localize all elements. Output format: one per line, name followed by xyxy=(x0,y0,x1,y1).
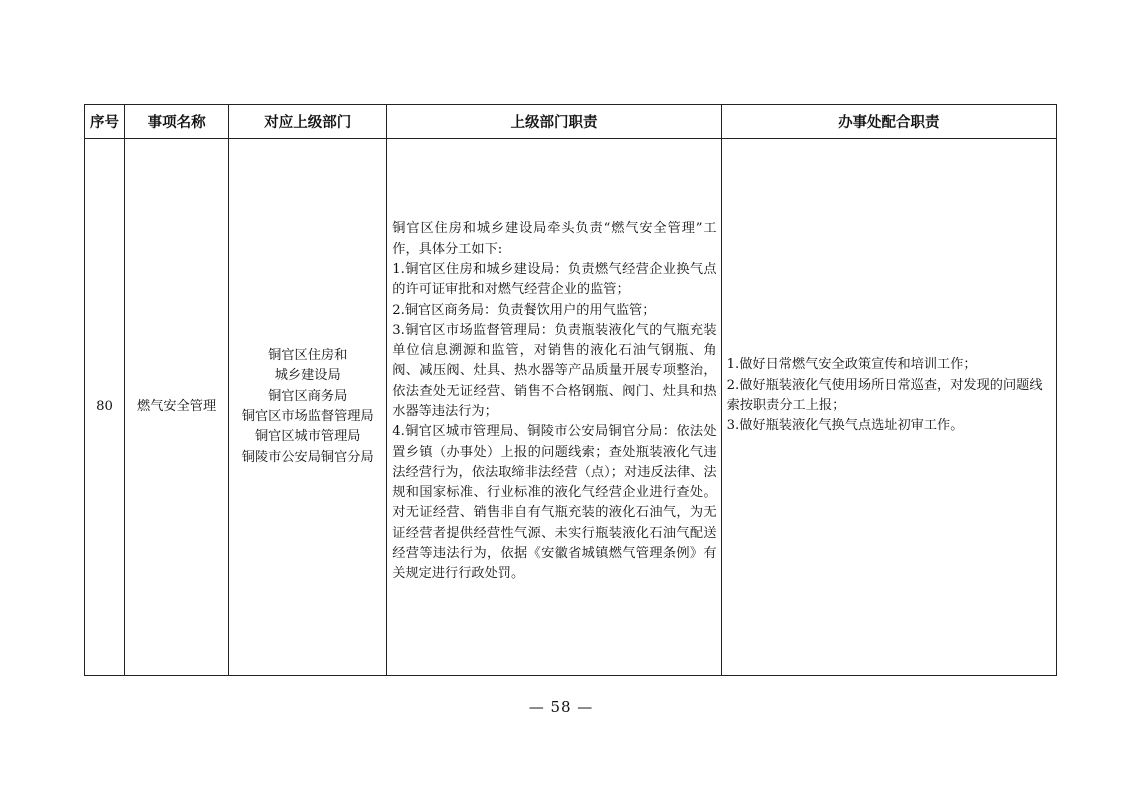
row-superior-duty xyxy=(387,139,721,676)
header-item-name: 事项名称 xyxy=(125,105,229,139)
row-superior-dept xyxy=(229,139,387,676)
dept-line: 铜官区城市管理局 xyxy=(254,429,361,445)
header-superior-duty: 上级部门职责 xyxy=(387,105,721,139)
page-number: — 58 — xyxy=(528,698,594,716)
header-superior-dept: 对应上级部门 xyxy=(229,105,387,139)
header-seq: 序号 xyxy=(85,105,125,139)
row-office-coop-duty xyxy=(721,139,1056,676)
duty-text: 铜官区住房和城乡建设局牵头负责“燃气安全管理”工作，具体分工如下: 1.铜官区住房和城乡建设局：负责燃气经营企业换气点的许可证审批和对燃气经营企业的监管； 2.铜官区商务局：负责餐饮用户的用气监管； 3.铜官区市场监督管理局：负责瓶装液化气的气瓶充装单位信息溯源和监管，对销售的液化石油气钢瓶、角阀、减压阀、灶具、热水器等产品质量开展专项整治，依法查处无证经营、销售不合格钢瓶、阀门、灶具和热水器等违法行为； 4.铜官区城市管理局、铜陵市公安局铜官分局：依法处置乡镇（办事处）上报的问题线索；查处瓶装液化气违法经营行为，依法取缔非法经营（点）；对违反法律、法规和国家标准、行业标准的液化气经营企业进行查处。对无证经营、销售非自有气瓶充装的液化石油气，为无证经营者提供经营性气源、未实行瓶装液化石油气配送经营等违法行为，依据《安徽省城镇燃气管理条例》有关规定进行行政处罚。 xyxy=(392,221,717,582)
dept-line: 城乡建设局 xyxy=(274,368,341,384)
header-office-coop-duty: 办事处配合职责 xyxy=(721,105,1056,139)
dept-line: 铜官区商务局 xyxy=(268,388,348,404)
row-item-name: 燃气安全管理 xyxy=(125,139,229,676)
row-seq: 80 xyxy=(85,139,125,676)
dept-line: 铜官区市场监督管理局 xyxy=(241,409,374,424)
dept-line: 铜陵市公安局铜官分局 xyxy=(241,449,374,465)
responsibility-table xyxy=(84,104,1057,676)
dept-line: 铜官区住房和 xyxy=(268,348,348,364)
coop-line: 2.做好瓶装液化气使用场所日常巡查，对发现的问题线索按职责分工上报； xyxy=(726,377,1043,413)
coop-line: 1.做好日常燃气安全政策宣传和培训工作； xyxy=(726,357,977,373)
header-row xyxy=(85,105,1057,139)
coop-line: 3.做好瓶装液化气换气点选址初审工作。 xyxy=(726,418,964,434)
coop-text xyxy=(722,355,1056,436)
table-row xyxy=(85,139,1057,676)
